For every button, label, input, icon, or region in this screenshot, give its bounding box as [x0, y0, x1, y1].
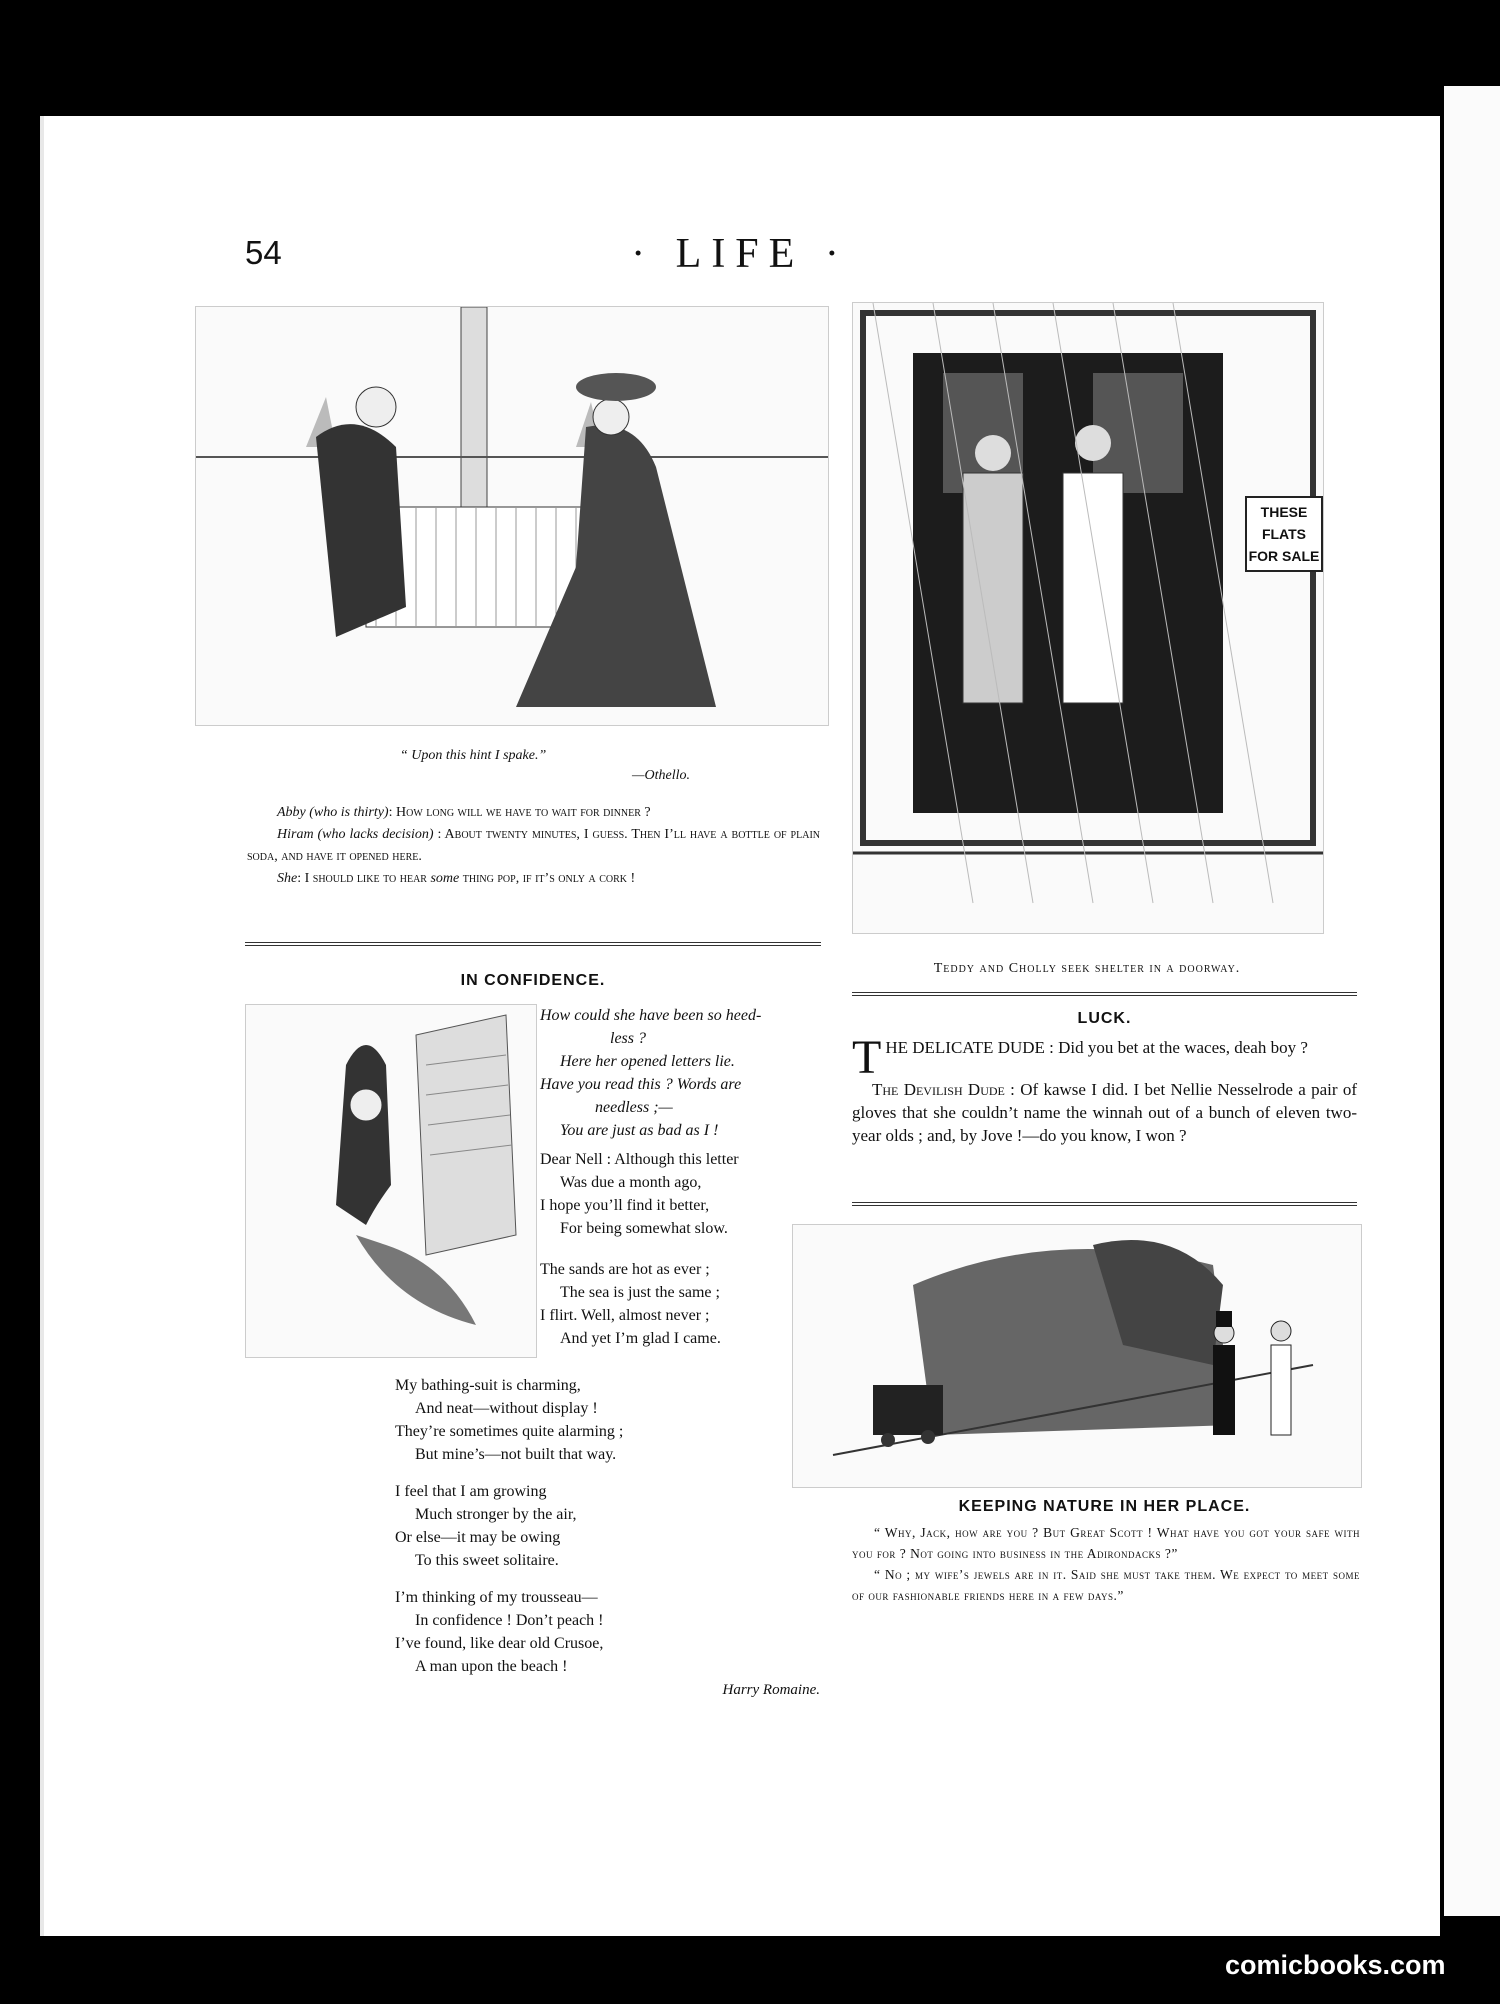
speaker-name: She — [277, 871, 298, 886]
dining-couple-illustration — [195, 306, 829, 726]
dialogue-line-she — [247, 868, 820, 890]
cartoon1-quote — [400, 746, 700, 786]
dialogue-text: : I should like to hear — [297, 871, 431, 886]
luck-paragraph-2 — [852, 1078, 1357, 1147]
speaker-name: HE DELICATE DUDE : — [885, 1038, 1054, 1057]
poem-epigraph — [540, 1004, 825, 1142]
poem-heading: IN CONFIDENCE. — [460, 972, 606, 989]
poem-line: And yet I’m glad I came. — [560, 1330, 721, 1347]
poem-stanza-5 — [395, 1586, 815, 1678]
poem-line: And neat—without display ! — [415, 1400, 598, 1417]
epigraph-line: Here her opened letters lie. — [560, 1053, 735, 1070]
dialogue-line-hiram — [247, 824, 820, 868]
doorway-illustration — [852, 302, 1324, 934]
keeping-nature-heading: KEEPING NATURE IN HER PLACE. — [958, 1498, 1251, 1515]
poem-line: Was due a month ago, — [560, 1174, 702, 1191]
speaker-name: Abby — [277, 805, 306, 820]
cartoon2-caption: Teddy and Cholly seek shelter in a doorway. — [933, 961, 1241, 976]
poem-stanza-2 — [540, 1258, 825, 1350]
poem-line: They’re sometimes quite alarming ; — [395, 1423, 624, 1440]
speaker-name: The Devilish Dude : — [872, 1080, 1015, 1099]
mermaid-illustration — [245, 1004, 537, 1358]
speaker-name: Hiram — [277, 827, 314, 842]
adirondacks-safe-illustration — [792, 1224, 1362, 1488]
poem-line: The sands are hot as ever ; — [540, 1261, 710, 1278]
dialogue-line-abby — [247, 802, 820, 824]
for-sale-sign — [1245, 496, 1323, 572]
poem-line: I hope you’ll find it better, — [540, 1197, 710, 1214]
poem-line: My bathing-suit is charming, — [395, 1377, 581, 1394]
quote-line: “ Upon this hint I spake.” — [400, 748, 547, 763]
section-divider — [852, 992, 1357, 996]
drop-cap: T — [852, 1031, 882, 1084]
epigraph-line: You are just as bad as I ! — [560, 1122, 719, 1139]
poem-line: The sea is just the same ; — [560, 1284, 720, 1301]
poem-line: In confidence ! Don’t peach ! — [415, 1612, 604, 1629]
keeping-nature-paragraph-2: “ No ; my wife’s jewels are in it. Said she must take them. We expect to meet some of our fashionable friends here in a few days.” — [852, 1567, 1360, 1603]
magazine-page — [40, 116, 1440, 1936]
luck-paragraph-1 — [852, 1031, 1357, 1084]
facing-page-edge — [1444, 86, 1500, 1916]
keeping-nature-text — [852, 1522, 1360, 1606]
poem-line: Or else—it may be owing — [395, 1529, 561, 1546]
epigraph-line: needless ;— — [595, 1099, 673, 1116]
luck-text — [852, 1031, 1357, 1147]
epigraph-line: less ? — [610, 1030, 646, 1047]
poem-line: A man upon the beach ! — [415, 1658, 568, 1675]
poem-line: But mine’s—not built that way. — [415, 1446, 617, 1463]
poem-stanza-3 — [395, 1374, 815, 1466]
dialogue-text: : How long will we have to wait for dinner ? — [388, 805, 651, 820]
keeping-nature-paragraph-1: “ Why, Jack, how are you ? But Great Scott ! What have you got your safe with you for ? Not going into business in the Adirondacks ?” — [852, 1525, 1360, 1561]
cartoon1-dialogue — [247, 802, 820, 890]
poem-line: I flirt. Well, almost never ; — [540, 1307, 710, 1324]
poem-line: Much stronger by the air, — [415, 1506, 577, 1523]
luck-heading: LUCK. — [1077, 1010, 1132, 1027]
site-watermark: comicbooks.com — [1225, 1950, 1446, 1980]
page-number: 54 — [245, 234, 282, 271]
section-divider — [852, 1202, 1357, 1206]
luck-line: Of kawse I did. I bet Nellie Nesselrode a pair of gloves that she couldn’t name the winnah out of a bunch of eleven two-year olds ; and, by Jove !—do you know, I won ? — [852, 1080, 1357, 1145]
poem-line: For being somewhat slow. — [560, 1220, 728, 1237]
luck-line: Did you bet at the waces, deah boy ? — [1053, 1038, 1308, 1057]
poem-line: I feel that I am growing — [395, 1483, 547, 1500]
speaker-note: (who is thirty) — [309, 805, 389, 820]
poem-author: Harry Romaine. — [722, 1682, 820, 1698]
poem-stanza-4 — [395, 1480, 815, 1572]
poem-stanza-1 — [540, 1148, 825, 1240]
sign-text: THESE FLATS FOR SALE — [1248, 504, 1320, 564]
epigraph-line: How could she have been so heed- — [540, 1007, 762, 1024]
poem-line: Dear Nell : Although this letter — [540, 1151, 739, 1168]
poem-line: I’m thinking of my trousseau— — [395, 1589, 598, 1606]
speaker-note: (who lacks decision) — [317, 827, 434, 842]
poem-line: I’ve found, like dear old Crusoe, — [395, 1635, 604, 1652]
section-divider — [245, 942, 821, 946]
dialogue-text: : About twenty minutes, I guess. Then I’ll have a bottle of plain soda, and have it opened here. — [247, 827, 820, 864]
dialogue-text: thing pop, if it’s only a cork ! — [459, 871, 636, 886]
quote-attribution: —Othello. — [632, 768, 690, 783]
masthead-title: · LIFE · — [631, 231, 849, 277]
poem-line: To this sweet solitaire. — [415, 1552, 559, 1569]
dialogue-emphasis: some — [430, 871, 460, 886]
epigraph-line: Have you read this ? Words are — [540, 1076, 742, 1093]
